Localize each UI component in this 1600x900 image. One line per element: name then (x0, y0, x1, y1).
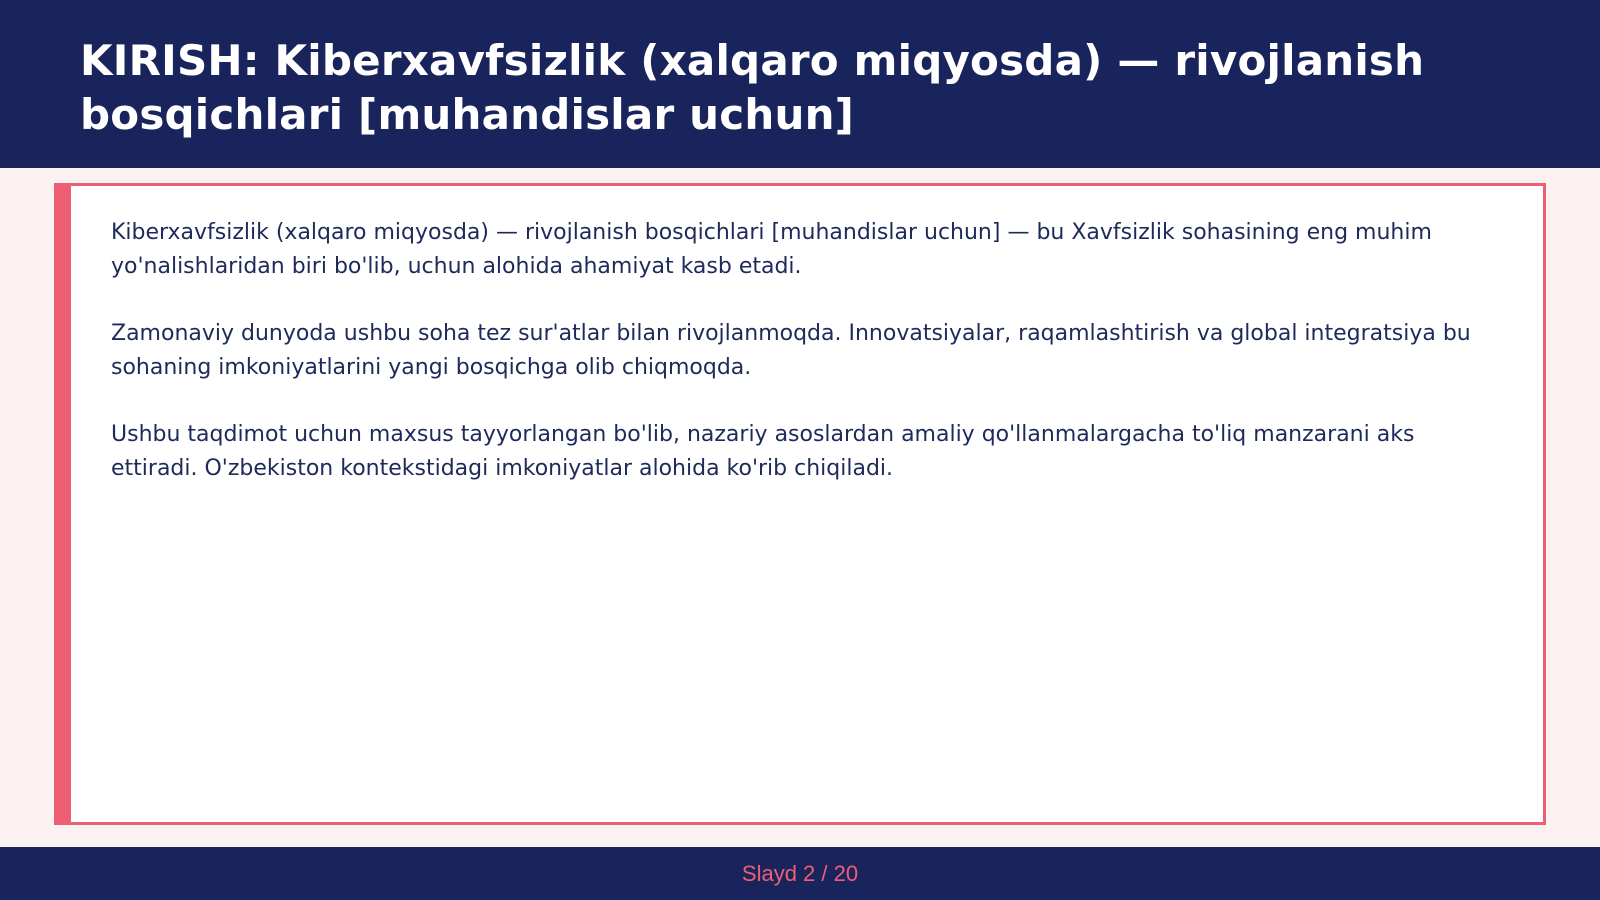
slide-footer (0, 847, 1600, 900)
content-panel (54, 183, 1546, 825)
slide-title: KIRISH: Kiberxavfsizlik (xalqaro miqyosda) — rivojlanish bosqichlari [muhandislar uchun] (80, 36, 1425, 139)
intro-paragraph: Kiberxavfsizlik (xalqaro miqyosda) — rivojlanish bosqichlari [muhandislar uchun] — bu Xavfsizlik sohasining eng muhim yo'nalishlaridan biri bo'lib, uchun alohida ahamiyat kasb etadi. (111, 220, 1432, 279)
modern-world-paragraph: Zamonaviy dunyoda ushbu soha tez sur'atlar bilan rivojlanmoqda. Innovatsiyalar, raqamlashtirish va global integratsiya bu sohaning imkoniyatlarini yangi bosqichga olib chiqmoqda. (111, 321, 1471, 380)
presentation-paragraph: Ushbu taqdimot uchun maxsus tayyorlangan bo'lib, nazariy asoslardan amaliy qo'llanmalargacha to'liq manzarani aks ettiradi. O'zbekiston kontekstidagi imkoniyatlar alohida ko'rib chiqiladi. (111, 422, 1415, 481)
slide-number: Slayd 2 / 20 (741, 860, 859, 886)
slide-header (0, 0, 1600, 168)
